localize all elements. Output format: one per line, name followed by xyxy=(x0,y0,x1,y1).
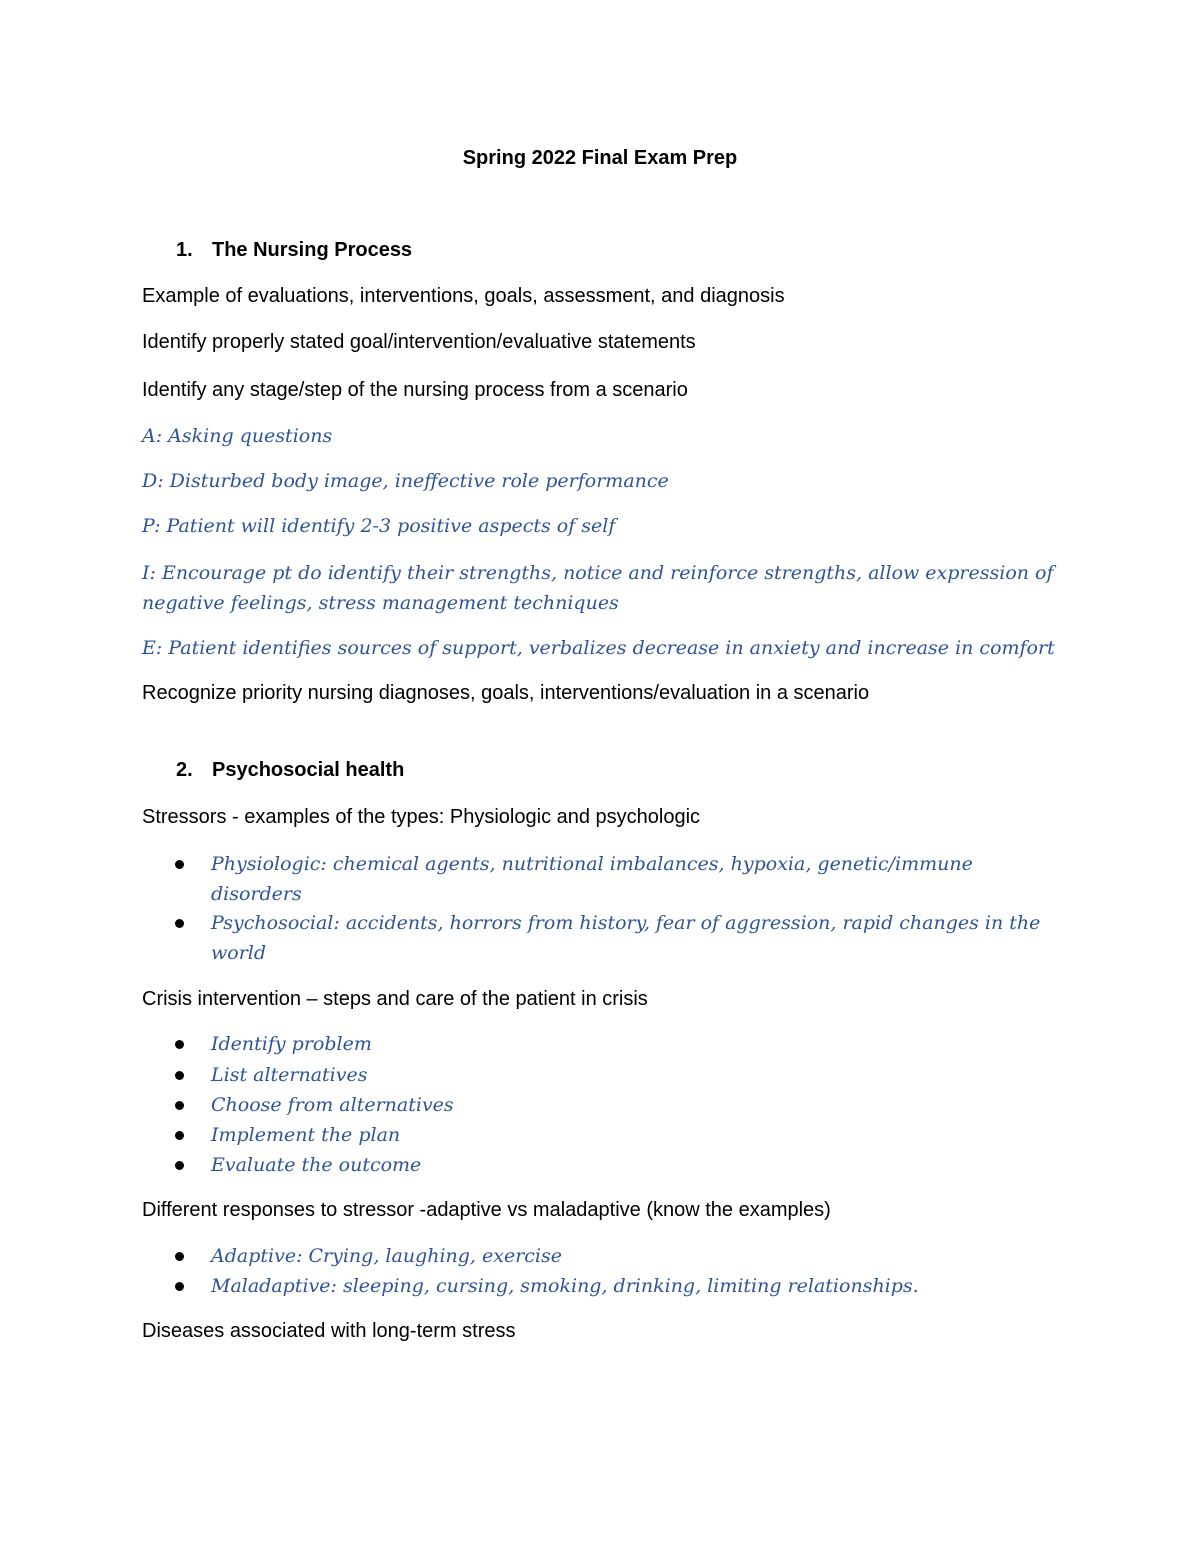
bullet-icon xyxy=(175,860,184,869)
list-item xyxy=(175,849,1061,909)
list-item xyxy=(175,1150,1061,1180)
body-line: Different responses to stressor -adaptive vs maladaptive (know the examples) xyxy=(142,1199,831,1221)
section-title: The Nursing Process xyxy=(212,239,413,261)
bullet-icon xyxy=(175,1252,184,1261)
bullet-icon xyxy=(175,1131,184,1140)
list-item xyxy=(175,1271,1061,1301)
list-item-text: Choose from alternatives xyxy=(211,1094,454,1116)
list-item xyxy=(175,1090,1061,1120)
list-item-text: List alternatives xyxy=(211,1064,368,1086)
list-item xyxy=(175,1029,1061,1059)
answer-line: A: Asking questions xyxy=(142,425,333,447)
list-item-text: Evaluate the outcome xyxy=(211,1154,422,1176)
bullet-icon xyxy=(175,919,184,928)
section-number: 1. xyxy=(176,239,193,261)
bullet-icon xyxy=(175,1161,184,1170)
section-heading-psychosocial-health xyxy=(176,758,404,782)
bullet-icon xyxy=(175,1040,184,1049)
list-item xyxy=(175,1120,1061,1150)
body-line: Identify any stage/step of the nursing process from a scenario xyxy=(142,379,688,401)
body-line: Crisis intervention – steps and care of the patient in crisis xyxy=(142,988,648,1010)
list-item xyxy=(175,1241,1061,1271)
bullet-icon xyxy=(175,1101,184,1110)
list-item-text: Physiologic: chemical agents, nutritional imbalances, hypoxia, genetic/immune disorders xyxy=(211,853,973,905)
answer-line: D: Disturbed body image, ineffective role performance xyxy=(142,470,669,492)
answer-line: E: Patient identifies sources of support, verbalizes decrease in anxiety and increase in comfort xyxy=(142,637,1055,659)
document-title: Spring 2022 Final Exam Prep xyxy=(462,147,738,169)
answer-line: P: Patient will identify 2-3 positive aspects of self xyxy=(142,515,616,537)
bullet-icon xyxy=(175,1071,184,1080)
answer-line: I: Encourage pt do identify their strengths, notice and reinforce strengths, allow expression of negative feelings, stress management techniques xyxy=(142,562,1054,614)
list-item-text: Maladaptive: sleeping, cursing, smoking, drinking, limiting relationships. xyxy=(211,1275,919,1297)
list-item xyxy=(175,908,1061,968)
body-line: Identify properly stated goal/intervention/evaluative statements xyxy=(142,331,696,353)
list-item-text: Psychosocial: accidents, horrors from history, fear of aggression, rapid changes in the world xyxy=(211,912,1041,964)
list-item-text: Identify problem xyxy=(211,1033,372,1055)
list-item-text: Implement the plan xyxy=(211,1124,401,1146)
body-line: Stressors - examples of the types: Physiologic and psychologic xyxy=(142,806,701,828)
list-item xyxy=(175,1060,1061,1090)
section-title: Psychosocial health xyxy=(212,759,405,781)
section-number: 2. xyxy=(176,759,193,781)
bullet-icon xyxy=(175,1282,184,1291)
body-line: Recognize priority nursing diagnoses, goals, interventions/evaluation in a scenario xyxy=(142,682,870,704)
body-line: Diseases associated with long-term stress xyxy=(142,1320,516,1342)
section-heading-nursing-process xyxy=(176,238,412,262)
body-line: Example of evaluations, interventions, goals, assessment, and diagnosis xyxy=(142,285,785,307)
list-item-text: Adaptive: Crying, laughing, exercise xyxy=(211,1245,563,1267)
